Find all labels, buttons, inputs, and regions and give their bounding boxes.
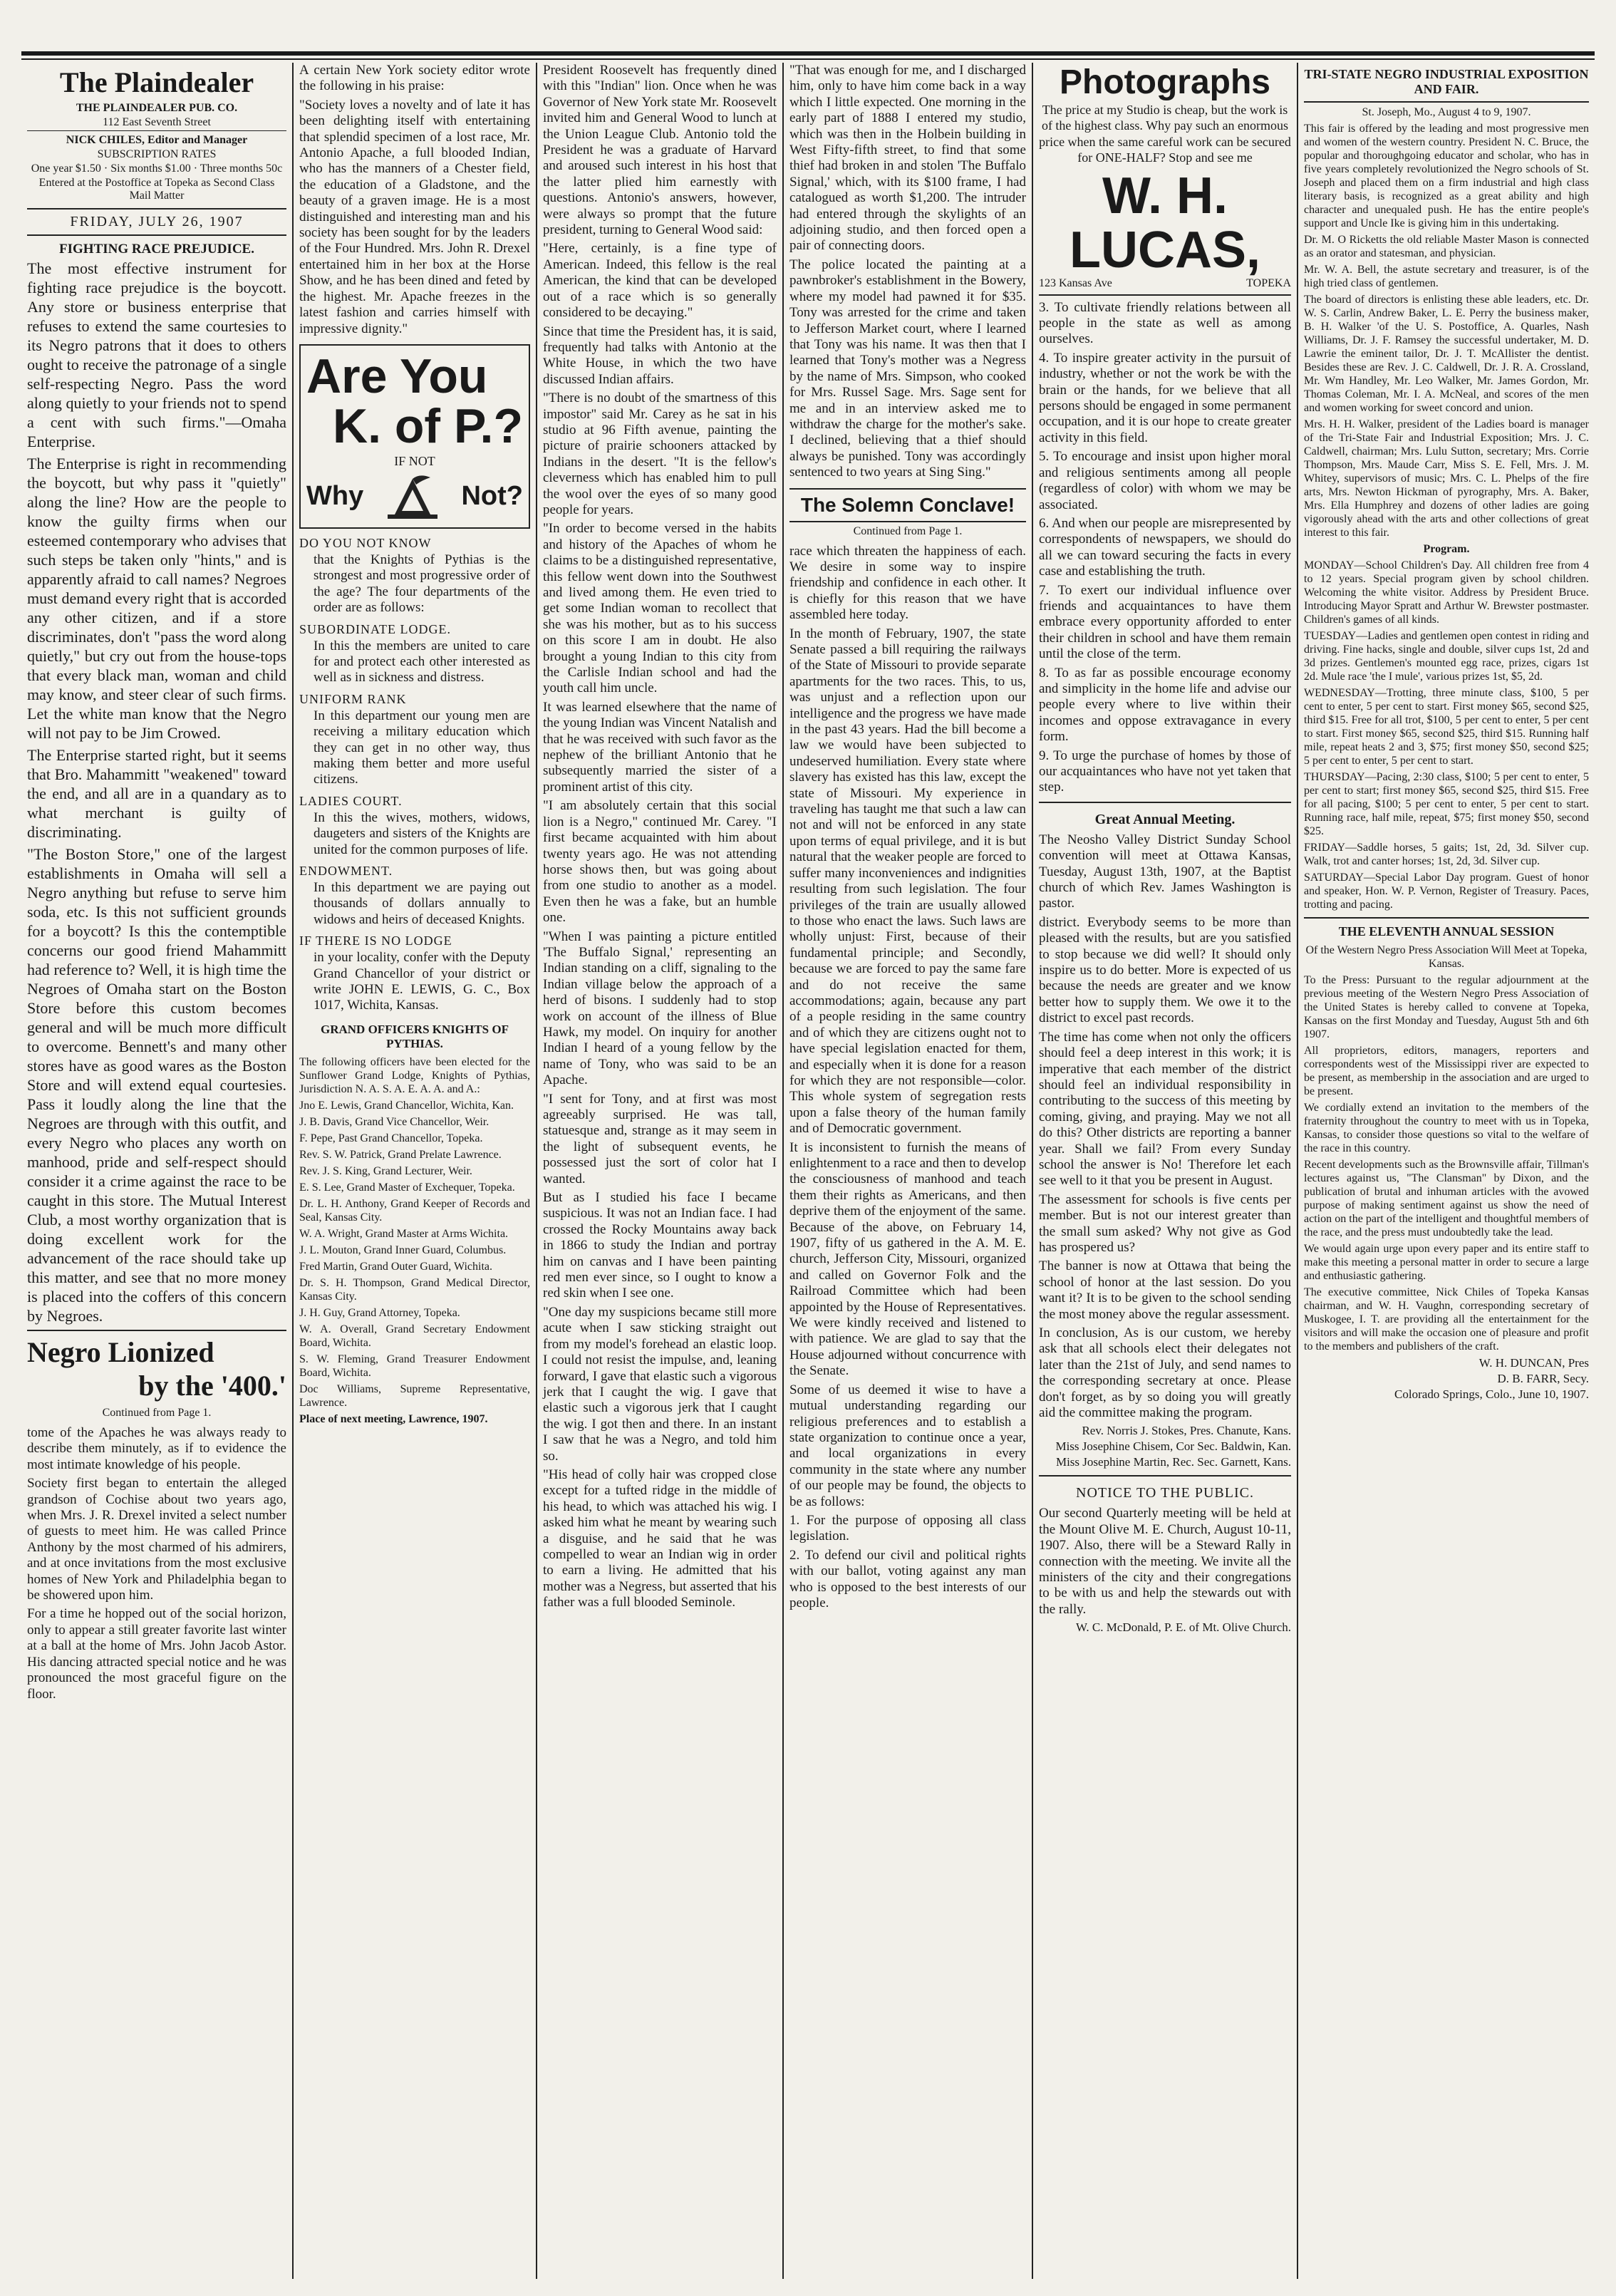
article-paragraph: "One day my suspicions became still more acute when I saw sticking straight out from my model's forehead an elastic loop. I could not resist the impulse, and, leaning forward, I gave that elastic such a vigorous jerk that I caught the wig. I gave that elastic such a vigorous jerk that I caught the wig. I got then and there. In an instant I saw that he was a Negro, and told him so.: [543, 1304, 777, 1464]
photographs-ad-title: Photographs: [1060, 63, 1270, 101]
article-paragraph: tome of the Apaches he was always ready to describe them minutely, as if to evidence the most intimate knowledge of his people.: [27, 1425, 286, 1472]
article-paragraph: Mrs. H. H. Walker, president of the Ladies board is manager of the Tri-State Fair and Industrial Exposition; Mrs. J. C. Caldwell, chairman; Mrs. Lulu Sutton, secretary; Mrs. Corrie Thompson, Mrs. Maude Carr, Miss S. E. Fell, Mrs. J. M. Whitey, supervisors of music; Mrs. C. L. Phelps of the fire arts, Mrs. Newton Hickman of pyrography, Mrs. A. Baker, Mrs. Ella Humphrey and dozens of other ladies are going vigorously ahead with the arts and other collections of great interest to this fair.: [1304, 418, 1589, 539]
ad-intro-text: that the Knights of Pythias is the strongest and most progressive order of the age? The four departments of the order are as follows:: [314, 552, 530, 616]
article-paragraph: Society first began to entertain the alleged grandson of Cochise about two years ago, when Mrs. J. R. Drexel invited a select number of guests to meet him. He was called Prince Anthony by the most charmed of his admirers, and at once invitations from the most exclusive homes of New York and Philadelphia began to be showered upon him.: [27, 1476, 286, 1603]
photographer-address: 123 Kansas Ave: [1039, 276, 1112, 289]
masthead-editor: NICK CHILES, Editor and Manager: [27, 130, 286, 147]
article-paragraph: 6. And when our people are misrepresented by correspondents of newspapers, we should do all we can toward securing the facts in every case and establishing the truth.: [1039, 515, 1291, 579]
article-paragraph: "His head of colly hair was cropped close except for a tufted ridge in the middle of his head, to which was attached his wig. I asked him what he meant by wearing such a disguise, and he said that he was compelled to wear an Indian wig in order to earn a living. He admitted that his mother was a Negress, but asserted that his father was a full blooded Seminole.: [543, 1467, 777, 1610]
article-paragraph: "In order to become versed in the habits and history of the Apaches of whom he claims to be a distinguished representative, this fellow went down into the Southwest and lived among them. He even tried to get some Indian woman to recollect that she was his mother, but as to his success on this score I am in doubt. He also brought a young Indian to this city from the Carlisle Indian school and had the youth call him uncle.: [543, 521, 777, 696]
article-paragraph: The Neosho Valley District Sunday School convention will meet at Ottawa Kansas, Tuesday, August 13th, 1907, at the Baptist church of which Rev. James Washington is pastor.: [1039, 832, 1291, 911]
article-paragraph: 9. To urge the purchase of homes by those of our acquaintances who have not yet taken that step.: [1039, 748, 1291, 795]
column-3: [537, 63, 782, 2279]
signature: Miss Josephine Chisem, Cor Sec. Baldwin, Kan.: [1055, 1439, 1291, 1454]
article-paragraph: 8. To as far as possible encourage economy and simplicity in the home life and advise our people every where to live within their incomes and oppose extravagance in every form.: [1039, 665, 1291, 745]
photographer-city: TOPEKA: [1246, 276, 1291, 289]
officer-item: Jno E. Lewis, Grand Chancellor, Wichita, Kan.: [299, 1099, 514, 1112]
article-paragraph: It is inconsistent to furnish the means of enlightenment to a race and then to develop the consciousness of manhood and teach them their rights as Americans, and then deprive them of the enjoyment of the same. Because of the above, on February 14, 1907, fifty of us gathered in the A. M. E. church, Jefferson City, Missouri, organized and called on Governor Folk and the Railroad Committee which had been appointed by the House of Representatives. We were kindly received and listened to with patience. We are glad to say that the House adjourned without concurrence with the Senate.: [789, 1139, 1026, 1379]
article-paragraph: "I sent for Tony, and at first was most agreeably surprised. He was tall, statuesque and, strange as it may seem in the light of subsequent events, he possessed just the sort of color hat I wanted.: [543, 1091, 777, 1186]
officer-item: Dr. L. H. Anthony, Grand Keeper of Records and Seal, Kansas City.: [299, 1197, 530, 1224]
article-paragraph: "I am absolutely certain that this social lion is a Negro," continued Mr. Carey. "I first became acquainted with him about twenty years ago. He was not attending horse shows then, but was going about from one studio to another as a model. Even then he was a fake, but an humble one.: [543, 798, 777, 926]
article-paragraph: Dr. M. O Ricketts the old reliable Master Mason is connected as an orator and statesman, and physician.: [1304, 234, 1589, 259]
issue-date: FRIDAY, JULY 26, 1907: [27, 208, 286, 236]
ad-headline-k-of-p: K. of P.?: [333, 398, 523, 453]
article-paragraph: We cordially extend an invitation to the members of the fraternity throughout the country to meet with us in Topeka, Kansas, to consider those questions so vital to the welfare of the race in this country.: [1304, 1102, 1589, 1154]
officer-item: J. H. Guy, Grand Attorney, Topeka.: [299, 1306, 460, 1319]
session-headline: THE ELEVENTH ANNUAL SESSION: [1338, 924, 1555, 938]
officer-item: W. A. Overall, Grand Secretary Endowment Board, Wichita.: [299, 1323, 530, 1349]
program-item: FRIDAY—Saddle horses, 5 gaits; 1st, 2d, 3d. Silver cup. Walk, trot and canter horses; 1st, 2d, 3d. Silver cup.: [1304, 842, 1589, 867]
article-paragraph: For a time he hopped out of the social horizon, only to appear a still greater favorite last winter at a ball at the home of Mrs. John Jacob Astor. His dancing attracted special notice and he was pronounced the most graceful figure on the floor.: [27, 1606, 286, 1702]
article-paragraph: The police located the painting at a pawnbroker's establishment in the Bowery, where my model had pawned it for $35. Tony was arrested for the crime and taken to Jefferson Market court, where I learned that Tony was his name. It was then that I learned that Tony's mother was a Negress by the name of Mrs. Simpson, who cooked for Mrs. Russel Sage. Mrs. Sage sent for me and in an interview asked me to withdraw the charge for the mother's sake. I declined, believing that a thief should always be punished. Tony was accordingly sentenced to two years at Sing Sing.": [789, 257, 1026, 480]
continued-note: Continued from Page 1.: [102, 1407, 212, 1419]
ad-section-text: In this the members are united to care for and protect each other interested as well as in sickness and distress.: [314, 638, 530, 686]
program-item: SATURDAY—Special Labor Day program. Guest of honor and speaker, Hon. W. P. Vernon, Register of Treasury. Paces, trotting and pacing.: [1304, 872, 1589, 911]
expo-headline: TRI-STATE NEGRO INDUSTRIAL EXPOSITION AND FAIR.: [1304, 67, 1589, 96]
officer-item: Fred Martin, Grand Outer Guard, Wichita.: [299, 1260, 492, 1273]
officer-item: S. W. Fleming, Grand Treasurer Endowment Board, Wichita.: [299, 1353, 530, 1379]
article-paragraph: 5. To encourage and insist upon higher moral and religious sentiments among all people (regardless of color) with whom we may be associated.: [1039, 449, 1291, 512]
knight-helmet-icon: [380, 472, 445, 522]
signature: W. H. DUNCAN, Pres: [1478, 1356, 1589, 1370]
article-paragraph: 2. To defend our civil and political rights with our ballot, voting against any man who is opposed to the best interests of our people.: [789, 1547, 1026, 1610]
notice-text: Our second Quarterly meeting will be held at the Mount Olive M. E. Church, August 10-11, 1907. Also, there will be a Steward Rally in connection with the meeting. We invite all the ministers of the city and their congregations to be with us and help the stewards out with the rally.: [1039, 1506, 1291, 1617]
signature: D. B. FARR, Secy.: [1497, 1372, 1589, 1385]
program-item: THURSDAY—Pacing, 2:30 class, $100; 5 per cent to enter, 5 per cent to start; first money $65, second $25, third $15. Free for all pacing, $100; 5 per cent to enter, 5 per cent to start. Running race, half mile, repeat, $75; first money $50, second $25.: [1304, 771, 1589, 837]
session-subhead: Of the Western Negro Press Association Will Meet at Topeka, Kansas.: [1305, 944, 1587, 970]
officer-item: F. Pepe, Past Grand Chancellor, Topeka.: [299, 1132, 483, 1144]
officer-item: Dr. S. H. Thompson, Grand Medical Director, Kansas City.: [299, 1276, 530, 1303]
article-paragraph: The Enterprise is right in recommending the boycott, but why pass it "quietly" along the line? How are the people to know the guilty firms when our esteemed contemporary who advises that such steps be taken only "hints," and is apparently afraid to call names? Negroes must demand every right that is accorded any other citizen, and if a store discriminates, don't "pass the word along quietly," but cry out from the house-tops that every black man, woman and child may know, and steer clear of such firms. Let the white man know that the Negro will not pay to be Jim Crowed.: [27, 455, 286, 742]
article-paragraph: A certain New York society editor wrote the following in his praise:: [299, 63, 530, 94]
photographs-ad-text: The price at my Studio is cheap, but the work is of the highest class. Why pay such an enormous price when the same careful work can be secured for ONE-HALF? Stop and see me: [1039, 103, 1291, 165]
top-rule-thin: [21, 58, 1595, 60]
article-paragraph: "Here, certainly, is a fine type of American. Indeed, this fellow is the real American, the kind that can be developed out of a race which is so generally considered to be decaying.": [543, 241, 777, 321]
officer-item: J. B. Davis, Grand Vice Chancellor, Weir.: [299, 1115, 490, 1128]
ad-if-not: IF NOT: [394, 453, 435, 468]
article-paragraph: 7. To exert our individual influence over friends and acquaintances to have them embrace every opportunity afforded to enter their children in school and have them remain until the close of the term.: [1039, 582, 1291, 662]
subscription-head: SUBSCRIPTION RATES: [97, 148, 217, 160]
ad-section-title: LADIES COURT.: [299, 793, 403, 808]
article-paragraph: The time has come when not only the officers should feel a deep interest in this work; it is imperative that each member of the district should feel an individual responsibility in contributing to the success of this meeting by coming, giving, and praying. May we not all do this? Other districts are reporting a banner year. Shall we fail? From every Sunday school the answer is No! Therefore let each see well to it that you be present in August.: [1039, 1029, 1291, 1189]
article-paragraph: The Enterprise started right, but it seems that Bro. Mahammitt "weakened" toward the end, and all are in a quandary as to what merchant is guilty of discriminating.: [27, 746, 286, 841]
officers-intro: The following officers have been elected for the Sunflower Grand Lodge, Knights of Pythias, Jurisdiction N. A. S. A. E. A. A. and A.:: [299, 1055, 530, 1095]
program-item: MONDAY—School Children's Day. All children free from 4 to 12 years. Special program given by school children. Welcoming the white visitor. Address by President Bruce. Introducing Mayor Spratt and Arthur W. Brewster postmaster. Children's games of all kinds.: [1304, 559, 1589, 626]
ad-section-title: SUBORDINATE LODGE.: [299, 621, 451, 636]
article-paragraph: The board of directors is enlisting these able leaders, etc. Dr. W. S. Carlin, Andrew Baker, L. E. Perry the business maker, B. H. Walker 'of the U. S. Postoffice, A. Quarles, Nash Williams, Dr. J. F. Ramsey the successful undertaker, M. D. Lawrie the eminent tailor, Dr. J. T. McAllister the dentist. Besides these are Rev. J. C. Caldwell, Dr. J. R. A. Crossland, Mr. Wm Handley, Mr. Leo Walker, Mr. James Gordon, Mr. Thomas Coleman, Mr. I. A. McNeal, and scores of the men and women working for sweet concord and union.: [1304, 294, 1589, 414]
article-paragraph: In conclusion, As is our custom, we hereby ask that all schools elect their delegates not later than the 21st of July, and send names to the corresponding secretary at once. Please don't forget, as by so doing you will greatly aid the committee making the program.: [1039, 1325, 1291, 1421]
column-5: [1033, 63, 1297, 2279]
grand-officers-head: GRAND OFFICERS KNIGHTS OF PYTHIAS.: [321, 1022, 509, 1050]
article-paragraph: 4. To inspire greater activity in the pursuit of industry, whether or not the work be with the brain or the hands, for we believe that all persons should be engaged in some permanent occupation, and it is our hope to create greater activity in this field.: [1039, 350, 1291, 445]
ad-section-text: In this the wives, mothers, widows, daugeters and sisters of the Knights are united for the common purposes of life.: [314, 810, 530, 857]
article-paragraph: The banner is now at Ottawa that being the school of honor at the last session. Do you want it? It is to be given to the school sending the most money above the regular assessment.: [1039, 1258, 1291, 1322]
masthead-address: 112 East Seventh Street: [103, 116, 211, 128]
masthead-title: The Plaindealer: [59, 66, 254, 98]
column-6: [1298, 63, 1595, 2279]
article-paragraph: The assessment for schools is five cents per member. But is not our interest greater than the small sum asked? Why not give as God has prospered us?: [1039, 1191, 1291, 1255]
article-paragraph: The most effective instrument for fighting race prejudice is the boycott. Any store or business enterprise that refuses to extend the same courtesies to its Negro patrons that it does to others ought to receive the patronage of a single self-respecting Negro. Pass the word along quietly to your friends not to spend a cent with such firms."—Omaha Enterprise.: [27, 259, 286, 450]
headline-solemn-conclave: The Solemn Conclave!: [789, 488, 1026, 522]
article-paragraph: President Roosevelt has frequently dined with this "Indian" lion. Once when he was Governor of New York state Mr. Roosevelt invited him and General Wood to lunch at the Union League Club. Antonio told the President he was a graduate of Harvard and aroused such interest in his host that the latter plied him earnestly with questions. Antonio's answers, however, were always so prompt that the future president, turning to General Wood said:: [543, 63, 777, 238]
article-paragraph: "The Boston Store," one of the largest establishments in Omaha will sell a Negro anything but refuse to serve him soda, etc. Is this not sufficient grounds for a boycott? Is this the contemptible concerns our good friend Mahammitt had reference to? Well, it is high time the Negroes of Omaha start on the Boston Store before this custom becomes general and will be much more difficult to overcome. Bennett's and many other stores have as good wares as the Boston Store and will extend equal courtesies. Pass it loudly along the line that the Negroes are through with this outfit, and every Negro who places any worth on manhood, pride and self-respect should consider it a crime against the race to be caught in this store. The Mutual Interest Club, a most worthy organization that is doing excellent work for the advancement of the race should take up this matter, and see that no more money is placed into the coffers of this concern by Negroes.: [27, 845, 286, 1325]
officer-item: E. S. Lee, Grand Master of Exchequer, Topeka.: [299, 1181, 515, 1194]
article-paragraph: The executive committee, Nick Chiles of Topeka Kansas chairman, and W. H. Vaughn, corresponding secretary of Muskogee, I. T. are providing all the entertainment for the visitors and will make the occasion one of pleasure and profit to the members and publishers of the craft.: [1304, 1286, 1589, 1353]
article-paragraph: It was learned elsewhere that the name of the young Indian was Vincent Natalish and that he was received with such favor as the nephew of the brilliant Antonio that he subsequently married the sister of a prominent artist of this city.: [543, 699, 777, 795]
continued-note: Continued from Page 1.: [853, 524, 963, 537]
top-rule: [21, 51, 1595, 56]
ad-intro-head: DO YOU NOT KNOW: [299, 535, 432, 550]
headline-negro-lionized: Negro Lionized: [27, 1336, 214, 1368]
ad-headline-are-you: Are You: [306, 348, 488, 403]
signature: W. C. McDonald, P. E. of Mt. Olive Church.: [1075, 1620, 1291, 1635]
article-paragraph: This fair is offered by the leading and most progressive men and women of the western country. President N. C. Bruce, the popular and thoroughgoing educator and scholar, who has in five years completely revolutionized the Negro schools of St. Joseph and placed them on a firm industrial and high class literary basis, is recognized as a great ability and high character and unequaled push. He has the entire people's support and Uncle Ike is giving him in this undertaking.: [1304, 123, 1589, 229]
photographer-name: W. H. LUCAS,: [1069, 167, 1260, 279]
signature: Miss Josephine Martin, Rec. Sec. Garnett, Kans.: [1055, 1455, 1291, 1469]
signature: Colorado Springs, Colo., June 10, 1907.: [1394, 1387, 1589, 1401]
article-paragraph: To the Press: Pursuant to the regular adjournment at the previous meeting of the Western Negro Press Association of the United States is hereby called to convene at Topeka, Kansas on the first Monday and Tuesday, August 5th and 6th 1907.: [1304, 974, 1589, 1040]
ad-section-title: IF THERE IS NO LODGE: [299, 934, 452, 948]
article-paragraph: Mr. W. A. Bell, the astute secretary and treasurer, is of the high tried class of gentlemen.: [1304, 264, 1589, 289]
knights-of-pythias-ad: [299, 344, 530, 529]
ad-not: Not?: [461, 481, 523, 512]
officer-item: J. L. Mouton, Grand Inner Guard, Columbus.: [299, 1243, 507, 1256]
headline-great-annual-meeting: Great Annual Meeting.: [1094, 811, 1236, 827]
program-item: WEDNESDAY—Trotting, three minute class, $100, 5 per cent to enter, 5 per cent to start. First money $65, second $25, third $15. Free for all trot, $100, 5 per cent to enter, 5 per cent to start. First money $65, second $25, third $15. Running half mile, repeat heats 2 and 3, $75; first money $50, second $25; 5 per cent to enter, 5 per cent to start.: [1304, 687, 1589, 767]
headline-notice: NOTICE TO THE PUBLIC.: [1076, 1485, 1254, 1501]
article-paragraph: "That was enough for me, and I discharged him, only to have him come back in a way which I little expected. One morning in the early part of 1888 I entered my studio, which was then in the Holbein building in West Fifty-fifth street, to find that some thief had broken in and stolen 'The Buffalo Signal,' which, with its $100 frame, I had catalogued as worth $1,200. The intruder had entered through the skylights of an adjoining studio, and then forced open a pair of connecting doors.: [789, 63, 1026, 254]
article-paragraph: "When I was painting a picture entitled 'The Buffalo Signal,' representing an Indian standing on a cliff, signaling to the Indian village below the approach of a herd of bisons. I suddenly had to stop work on account of the illness of Blue Hawk, my model. On inquiry for another Indian I heard of a young fellow by the name of Tony, who was said to be an Apache.: [543, 929, 777, 1088]
program-head: Program.: [1423, 543, 1470, 555]
ad-why: Why: [306, 481, 364, 512]
column-2: [294, 63, 536, 2279]
article-paragraph: 3. To cultivate friendly relations between all people in the state as well as among ourselves.: [1039, 299, 1291, 347]
officer-item: Place of next meeting, Lawrence, 1907.: [299, 1412, 488, 1425]
signature: Rev. Norris J. Stokes, Pres. Chanute, Kans.: [1082, 1424, 1291, 1438]
ad-section-text: In this department we are paying out thousands of dollars annually to widows and heirs of deceased Knights.: [314, 880, 530, 927]
article-paragraph: "Society loves a novelty and of late it has been delighting itself with entertaining that splendid specimen of a lost race, Mr. Antonio Apache, a full blooded Indian, who has the manners of a Chester field, the education of a Gladstone, and the beauty of a graven image. He is a most distinguished and interesting man and his society has been sought for by the leaders of the Four Hundred. Mrs. John R. Drexel entertained him in her box at the Horse Show, and he has been dined and feted by the highest. Mr. Apache freezes in the latest fashion and carries himself with impressive dignity.": [299, 97, 530, 336]
column-1: [21, 63, 292, 2279]
article-paragraph: district. Everybody seems to be more than pleased with the results, but are you satisfied to stop because we did well? It should only inspire us to do better. More is expected of us because the needs are greater and we know better how to supply them. We owe it to the district to excel past records.: [1039, 914, 1291, 1026]
article-paragraph: "There is no doubt of the smartness of this impostor" said Mr. Carey as he sat in his studio at 96 Fifth avenue, painting the picture of prairie schooners attacked by Indians in the desert. "It is the fellow's cleverness which has enabled him to pull the wool over the eyes of so many good people for years.: [543, 391, 777, 517]
ad-section-text: In this department our young men are receiving a military education which they can get in no other way, thus making them better and more useful citizens.: [314, 708, 530, 787]
column-4: [784, 63, 1032, 2279]
article-paragraph: Since that time the President has, it is said, frequently had talks with Antonio at the White House, in which the two have discussed Indian affairs.: [543, 324, 777, 387]
article-paragraph: We would again urge upon every paper and its entire staff to make this meeting a personal matter in order to secure a large and enthusiastic gathering.: [1304, 1243, 1589, 1282]
article-headline: FIGHTING RACE PREJUDICE.: [59, 242, 254, 257]
article-paragraph: But as I studied his face I became suspicious. It was not an Indian face. I had crossed the Rocky Mountains away back in 1866 to study the Indian and portray him on canvas and I have been painting red men ever since, so I ought to know a red skin when I see one.: [543, 1190, 777, 1301]
article-paragraph: 1. For the purpose of opposing all class legislation.: [789, 1512, 1026, 1544]
expo-dateline: St. Joseph, Mo., August 4 to 9, 1907.: [1362, 106, 1531, 118]
article-paragraph: race which threaten the happiness of each. We desire in some way to inspire friendship and confidence in each other. It is chiefly for this reason that we have assembled here today.: [789, 543, 1026, 623]
article-paragraph: Recent developments such as the Brownsville affair, Tillman's lectures against us, "The Clansman" by Dixon, and the publication of brutal and inhuman articles with the avowed purpose of making sentiment against us show the need of action on the part of the intelligent and thoughtful members of the race, and the press must undoubtedly take the lead.: [1304, 1159, 1589, 1239]
ad-section-text: in your locality, confer with the Deputy Grand Chancellor of your district or write JOHN E. LEWIS, G. C., Box 1017, Wichita, Kansas.: [314, 950, 530, 1013]
entered-note: Entered at the Postoffice at Topeka as Second Class Mail Matter: [38, 177, 275, 202]
article-paragraph: Some of us deemed it wise to have a mutual understanding regarding our religious preferences and to establish a state organization to continue once a year, and local organizations in every community in the state where any number of our people may be found, the objects to be as follows:: [789, 1382, 1026, 1509]
officer-item: Rev. J. S. King, Grand Lecturer, Weir.: [299, 1164, 472, 1177]
officer-item: W. A. Wright, Grand Master at Arms Wichita.: [299, 1227, 509, 1240]
subscription-rates: One year $1.50 · Six months $1.00 · Three months 50c: [31, 162, 283, 175]
headline-by-the-400: by the '400.': [138, 1370, 286, 1402]
officer-item: Rev. S. W. Patrick, Grand Prelate Lawrence.: [299, 1148, 502, 1161]
ad-section-title: UNIFORM RANK: [299, 691, 407, 706]
program-item: TUESDAY—Ladies and gentlemen open contest in riding and driving. Fine hacks, single and double, silver cups 1st, 2d and 3d prizes. Gentlemen's mounted egg race, prizes, cigars 1st 2d. Mule race 'the I mule', various prizes 1st, $5, 2d.: [1304, 630, 1589, 683]
officer-item: Doc Williams, Supreme Representative, Lawrence.: [299, 1382, 530, 1409]
masthead-publisher: THE PLAINDEALER PUB. CO.: [76, 102, 238, 114]
article-paragraph: In the month of February, 1907, the state Senate passed a bill requiring the railways of the State of Missouri to provide separate apartments for the two races. This, to us, was unjust and a reflection upon our intelligence and the progress we have made in the past 43 years. Had the bill become a law we would have been subjected to undeserved humiliation. Every state where slavery has existed has this law, except the state of Missouri. My experience in traveling has taught me that such a law can not and will not be enforced in any state upon terms of equal privilege, and it is but natural that the weaker people are forced to suffer many inconveniences and indignities resulting from such legislation. The four privileges of the train are usually allowed to those who enact the laws. Such laws are wholly unjust: First, because of their fundamental principle; and Secondly, because we are forced to pay the same fare and do not receive the same accommodations; again, because any part of a people residing in the same country and of which they are citizens ought not to have special legislation enacted for them, and especially when it is done for a reason for which they are not responsible—color. This whole system of segregation rests upon a false theory of the human family and of Democratic government.: [789, 626, 1026, 1137]
article-paragraph: All proprietors, editors, managers, reporters and correspondents west of the Mississippi river are expected to be present, as membership in the association and are urged to be present.: [1304, 1045, 1589, 1097]
ad-section-title: ENDOWMENT.: [299, 864, 393, 878]
